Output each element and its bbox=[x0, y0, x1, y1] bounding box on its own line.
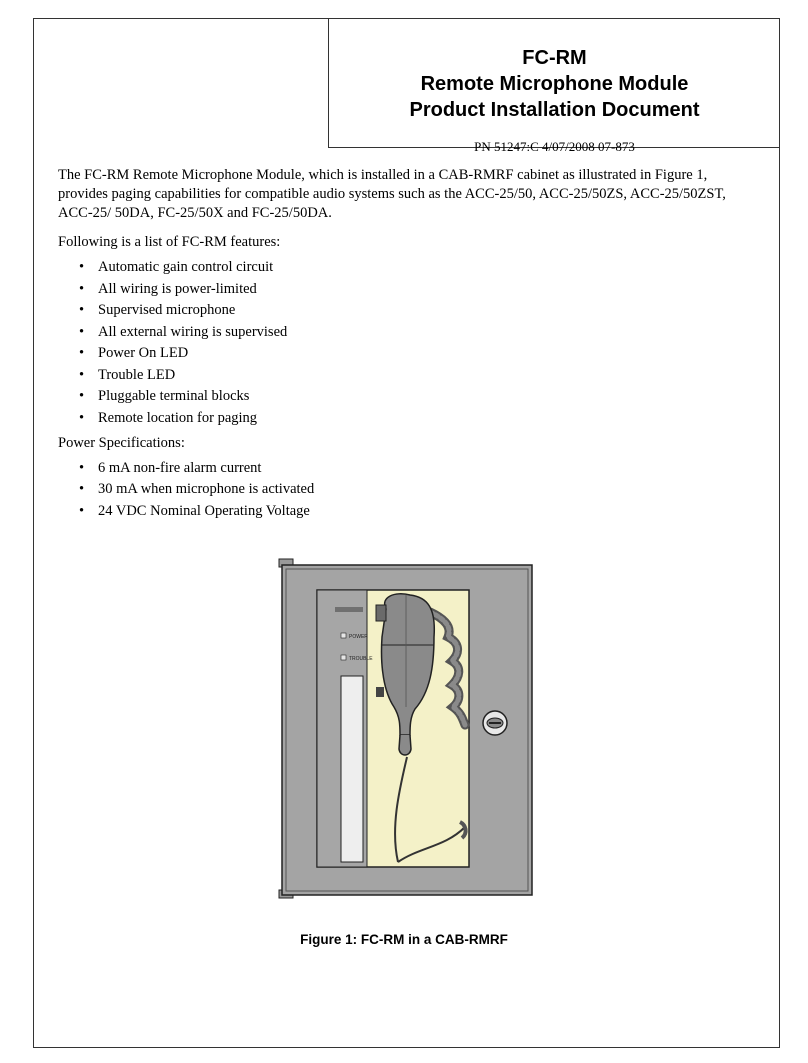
trouble-led-label: TROUBLE bbox=[349, 656, 373, 662]
mic-strain-relief bbox=[399, 735, 411, 755]
list-item: • Trouble LED bbox=[79, 366, 176, 383]
doc-title-line-1: FC-RM bbox=[522, 47, 587, 69]
list-item: • Automatic gain control circuit bbox=[79, 259, 274, 275]
power-list bbox=[58, 459, 758, 521]
list-item: • 24 VDC Nominal Operating Voltage bbox=[79, 502, 310, 519]
figure-caption: Figure 1: FC-RM in a CAB-RMRF bbox=[300, 932, 508, 947]
trouble-led bbox=[341, 655, 346, 660]
cabinet-figure bbox=[270, 557, 545, 905]
list-item: • Power On LED bbox=[79, 345, 189, 361]
list-item: • Remote location for paging bbox=[79, 409, 258, 426]
doc-title-line-3: Product Installation Document bbox=[409, 99, 700, 121]
power-heading: Power Specifications: bbox=[58, 434, 185, 451]
mic-switch bbox=[376, 605, 386, 621]
list-item: • All external wiring is supervised bbox=[79, 323, 288, 340]
features-heading: Following is a list of FC-RM features: bbox=[58, 234, 281, 250]
part-number: PN 51247:C 4/07/2008 07-873 bbox=[474, 139, 635, 154]
document-body bbox=[58, 166, 758, 527]
list-item: • 30 mA when microphone is activated bbox=[79, 481, 315, 497]
power-led bbox=[341, 633, 346, 638]
intro-paragraph: The FC-RM Remote Microphone Module, which is installed in a CAB-RMRF cabinet as illustrated in Figure 1, provides paging capabilities for compatible audio systems such as the ACC-25/50, ACC-25/50ZS, ACC-25/50ZST, ACC-25/ 50DA, FC-25/50X and FC-25/50DA. bbox=[58, 167, 726, 221]
list-item: • Supervised microphone bbox=[79, 302, 236, 318]
title-block bbox=[328, 18, 780, 154]
doc-title-line-2: Remote Microphone Module bbox=[420, 73, 689, 95]
list-item: • 6 mA non-fire alarm current bbox=[79, 459, 262, 476]
power-led-label: POWER bbox=[349, 634, 368, 640]
list-item: • Pluggable terminal blocks bbox=[79, 388, 250, 404]
label-strip bbox=[341, 676, 363, 862]
list-item: • All wiring is power-limited bbox=[79, 280, 257, 297]
features-list bbox=[58, 258, 758, 428]
